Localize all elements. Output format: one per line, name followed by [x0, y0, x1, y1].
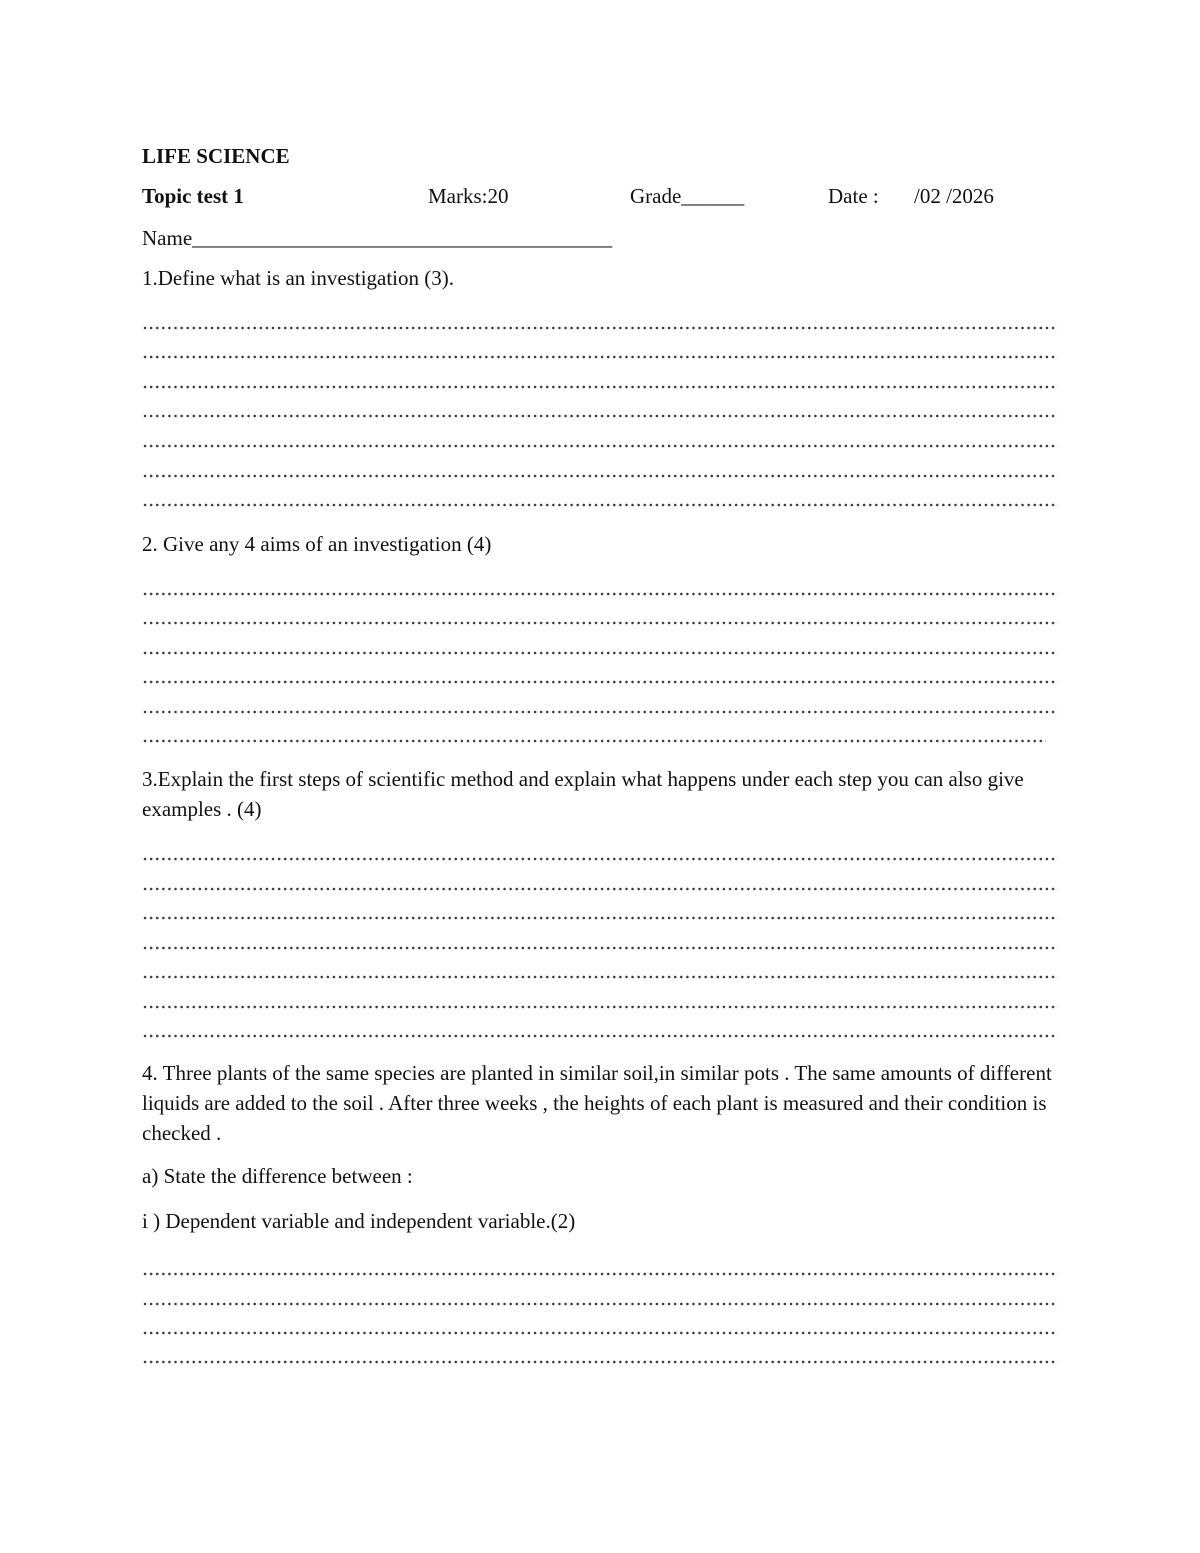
question-3: 3.Explain the first steps of scientific method and explain what happens under each step you can also give examples . (4)	[142, 767, 1024, 821]
grade-field: Grade______	[630, 184, 745, 208]
answer-line	[142, 975, 1058, 979]
answer-line	[142, 1034, 1058, 1038]
answer-line	[142, 414, 1058, 418]
answer-line	[142, 680, 1058, 684]
answer-line	[142, 592, 1058, 596]
answer-line	[142, 1005, 1058, 1009]
name-field: Name________________________________________	[142, 226, 613, 250]
topic-title: Topic test 1	[142, 184, 244, 208]
answer-line	[142, 1360, 1058, 1364]
answer-line	[142, 1302, 1058, 1306]
answer-line	[142, 326, 1058, 330]
answer-line	[142, 739, 1046, 743]
answer-line	[142, 385, 1058, 389]
marks-label: Marks:20	[428, 184, 509, 208]
answer-line	[142, 946, 1058, 950]
answer-line	[142, 444, 1058, 448]
date-value: /02 /2026	[914, 184, 994, 208]
answer-line	[142, 887, 1058, 891]
date-label: Date :	[828, 184, 879, 208]
answer-line	[142, 503, 1058, 507]
answer-line	[142, 651, 1058, 655]
question-4: 4. Three plants of the same species are planted in similar soil,in similar pots . The same amounts of different liquids are added to the soil . After three weeks , the heights of each plant is measured and their condition is checked .	[142, 1061, 1052, 1145]
answer-line	[142, 857, 1058, 861]
answer-line	[142, 710, 1058, 714]
subject-title: LIFE SCIENCE	[142, 144, 290, 168]
question-4-part-a: a) State the difference between :	[142, 1164, 413, 1188]
question-4-part-i: i ) Dependent variable and independent variable.(2)	[142, 1209, 576, 1233]
answer-line	[142, 621, 1058, 625]
answer-line	[142, 474, 1058, 478]
question-1: 1.Define what is an investigation (3).	[142, 266, 455, 290]
answer-line	[142, 1272, 1058, 1276]
answer-line	[142, 355, 1058, 359]
answer-line	[142, 916, 1058, 920]
answer-line	[142, 1331, 1058, 1335]
question-2: 2. Give any 4 aims of an investigation (4)	[142, 532, 492, 556]
